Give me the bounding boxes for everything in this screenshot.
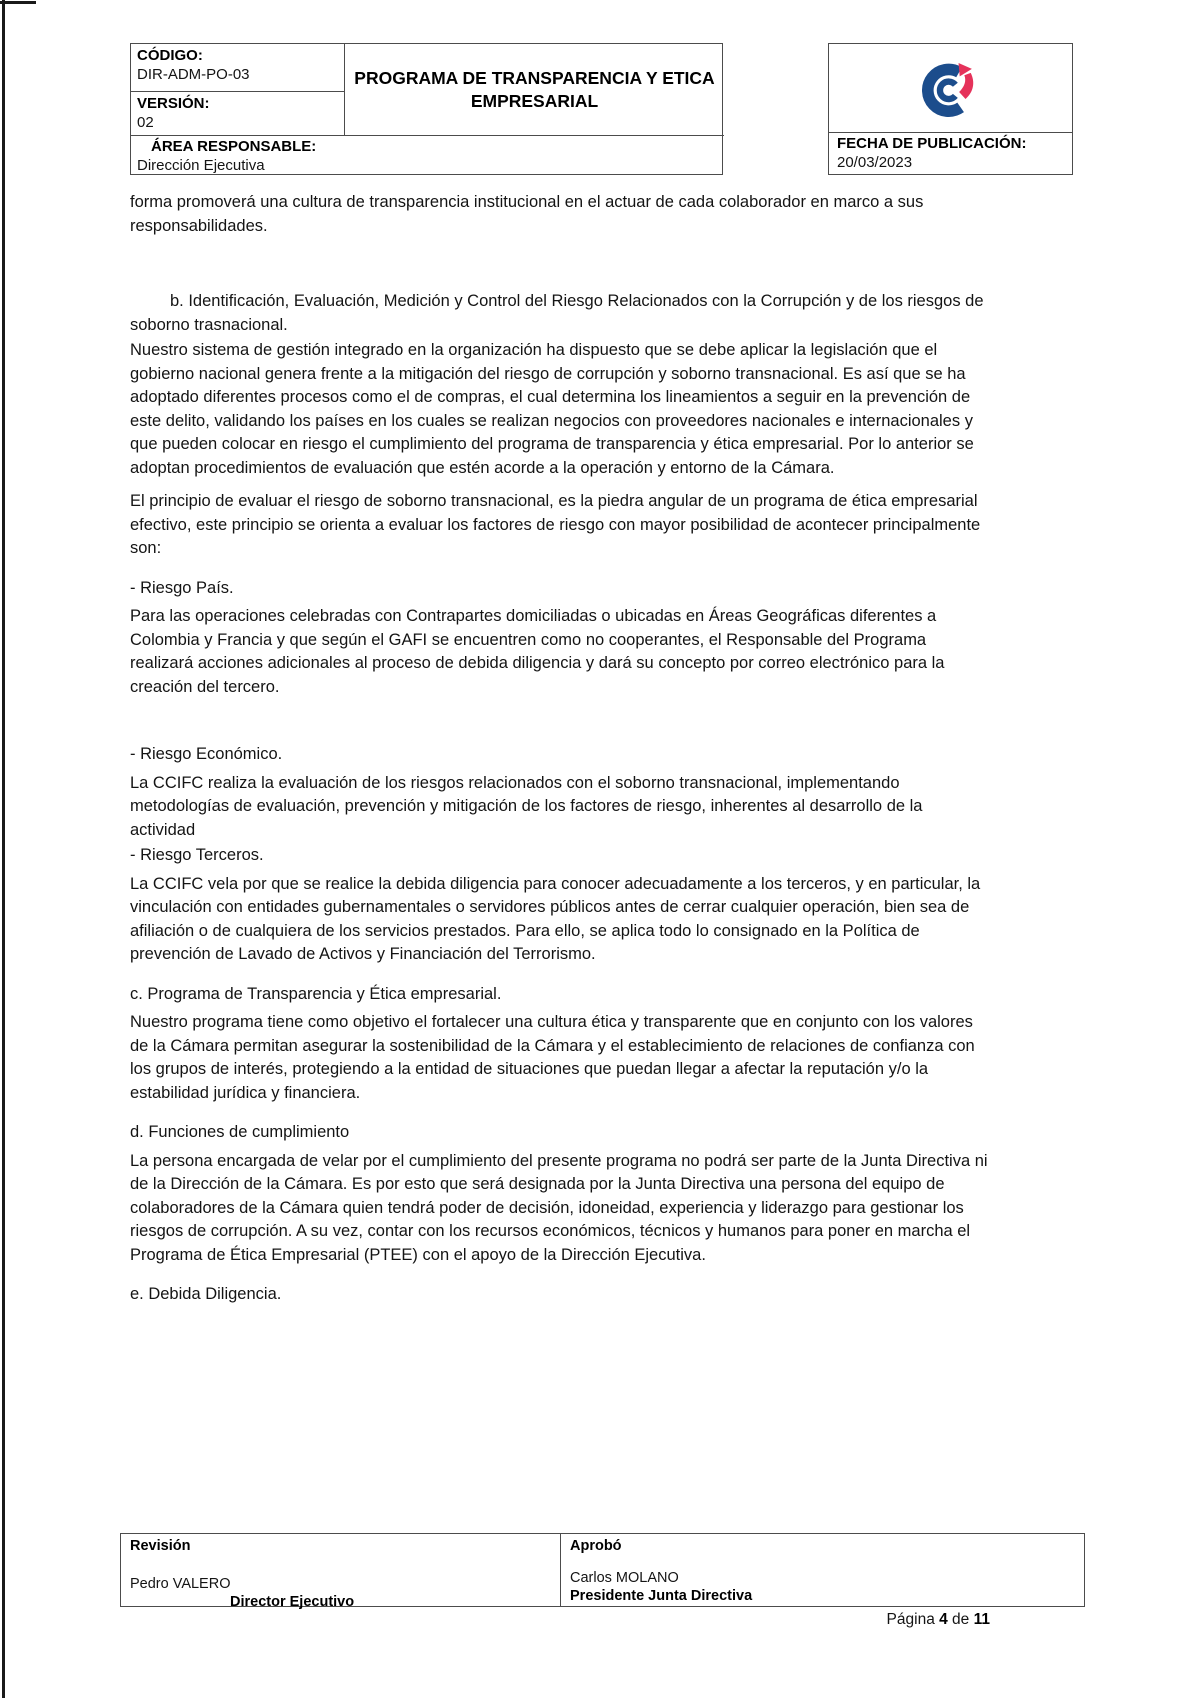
body-paragraph: La CCIFC vela por que se realice la debida diligencia para conocer adecuadamente a los terceros, y en particular, la vinculación con entidades gubernamentales o servidores públicos antes de cerrar cualquier operación, bien sea de afiliación o de cualquiera de los servicios prestados. Para ello, se aplica todo lo consignado en la Política de prevención de Lavado de Activos y Financiación del Terrorismo. <box>130 874 981 963</box>
body-paragraph: La CCIFC realiza la evaluación de los riesgos relacionados con el soborno transnacional, implementando metodologías de evaluación, prevención y mitigación de los factores de riesgo, inherentes al desarrollo de la actividad <box>130 773 923 839</box>
revision-cell <box>121 1534 561 1610</box>
body-paragraph: Nuestro programa tiene como objetivo el fortalecer una cultura ética y transparente que en conjunto con los valores de la Cámara permitan asegurar la sostenibilidad de la Cámara y el establecimiento de relaciones de confianza con los grupos de interés, protegiendo a la entidad de situaciones que puedan llegar a afectar la reputación y/o la estabilidad jurídica y financiera. <box>130 1013 975 1102</box>
codigo-label: CÓDIGO: <box>137 47 203 64</box>
page-edge-left-line <box>2 0 5 1698</box>
page-number-separator: de <box>947 1611 974 1628</box>
area-label: ÁREA RESPONSABLE: <box>151 138 317 155</box>
cci-logo-icon <box>922 55 980 121</box>
body-paragraph: - Riesgo País. <box>130 578 234 597</box>
body-paragraph: - Riesgo Económico. <box>130 745 283 763</box>
body-paragraph: La persona encargada de velar por el cumplimiento del presente programa no podrá ser parte de la Junta Directiva ni de la Dirección de la Cámara. Es por esto que será designada por la Junta Directiva una persona del equipo de colaboradores de la Cámara quien tendrá poder de decisión, idoneidad, experiencia y liderazgo para gestionar los riesgos de corrupción. A su vez, contar con los recursos económicos, técnicos y humanos para poner en marcha el Programa de Ética Empresarial (PTEE) con el apoyo de la Dirección Ejecutiva. <box>130 1151 988 1264</box>
codigo-value: DIR-ADM-PO-03 <box>137 66 250 83</box>
body-paragraph: c. Programa de Transparencia y Ética empresarial. <box>130 984 502 1003</box>
header-right-box <box>828 43 1073 175</box>
document-title <box>345 44 724 136</box>
header-table <box>130 43 723 175</box>
body-paragraph: - Riesgo Terceros. <box>130 846 264 864</box>
body-paragraph: b. Identificación, Evaluación, Medición y Control del Riesgo Relacionados con la Corrupción y de los riesgos de soborno trasnacional. <box>130 292 984 334</box>
aprobo-title: Presidente Junta Directiva <box>570 1588 753 1604</box>
logo-cell <box>829 44 1072 133</box>
footer-approval-table <box>120 1533 1085 1610</box>
page-number-prefix: Página <box>886 1611 940 1628</box>
page-number <box>130 1611 990 1629</box>
revision-title: Director Ejecutivo <box>230 1594 355 1610</box>
body-paragraph: forma promoverá una cultura de transparencia institucional en el actuar de cada colaborador en marco a sus responsabilidades. <box>130 193 924 235</box>
revision-name: Pedro VALERO <box>130 1576 231 1592</box>
title-line-2: EMPRESARIAL <box>470 90 599 111</box>
aprobo-cell <box>561 1534 1084 1606</box>
body-paragraph: El principio de evaluar el riesgo de soborno transnacional, es la piedra angular de un programa de ética empresarial efectivo, este principio se orienta a evaluar los factores de riesgo con mayor posibilidad de acontecer principalmente son: <box>130 492 981 557</box>
page-edge-top-tick <box>0 1 36 4</box>
area-cell <box>131 136 722 176</box>
page-number-total: 11 <box>973 1611 990 1628</box>
title-line-1: PROGRAMA DE TRANSPARENCIA Y ETICA <box>354 67 715 88</box>
body-paragraph: Nuestro sistema de gestión integrado en la organización ha dispuesto que se debe aplicar la legislación que el gobierno nacional genera frente a la mitigación del riesgo de corrupción y soborno transnacional. Es así que se ha adoptado diferentes procesos como el de compras, el cual determina los lineamientos a seguir en la prevención de este delito, validando los países en los cuales se realizan negocios con proveedores nacionales e internacionales y que pueden colocar en riesgo el cumplimiento del programa de transparencia y ética empresarial. Por lo anterior se adoptan procedimientos de evaluación que estén acorde a la operación y entorno de la Cámara. <box>130 341 974 477</box>
body-paragraph: d. Funciones de cumplimiento <box>130 1123 350 1141</box>
fecha-cell <box>829 133 1072 173</box>
fecha-value: 20/03/2023 <box>837 154 913 171</box>
version-cell <box>131 92 345 136</box>
document-body <box>130 189 992 1307</box>
revision-label: Revisión <box>130 1538 191 1554</box>
page-number-current: 4 <box>939 1611 948 1628</box>
fecha-label: FECHA DE PUBLICACIÓN: <box>837 135 1027 152</box>
body-paragraph: Para las operaciones celebradas con Contrapartes domiciliadas o ubicadas en Áreas Geográficas diferentes a Colombia y Francia y que según el GAFI se encuentren como no cooperantes, el Responsable del Programa realizará acciones adicionales al proceso de debida diligencia y dará su concepto por correo electrónico para la creación del tercero. <box>130 607 945 696</box>
codigo-cell <box>131 44 345 92</box>
aprobo-name: Carlos MOLANO <box>570 1570 679 1586</box>
version-value: 02 <box>137 114 154 131</box>
version-label: VERSIÓN: <box>137 95 210 112</box>
aprobo-label: Aprobó <box>570 1538 622 1554</box>
area-value: Dirección Ejecutiva <box>137 157 265 174</box>
body-paragraph: e. Debida Diligencia. <box>130 1285 282 1303</box>
